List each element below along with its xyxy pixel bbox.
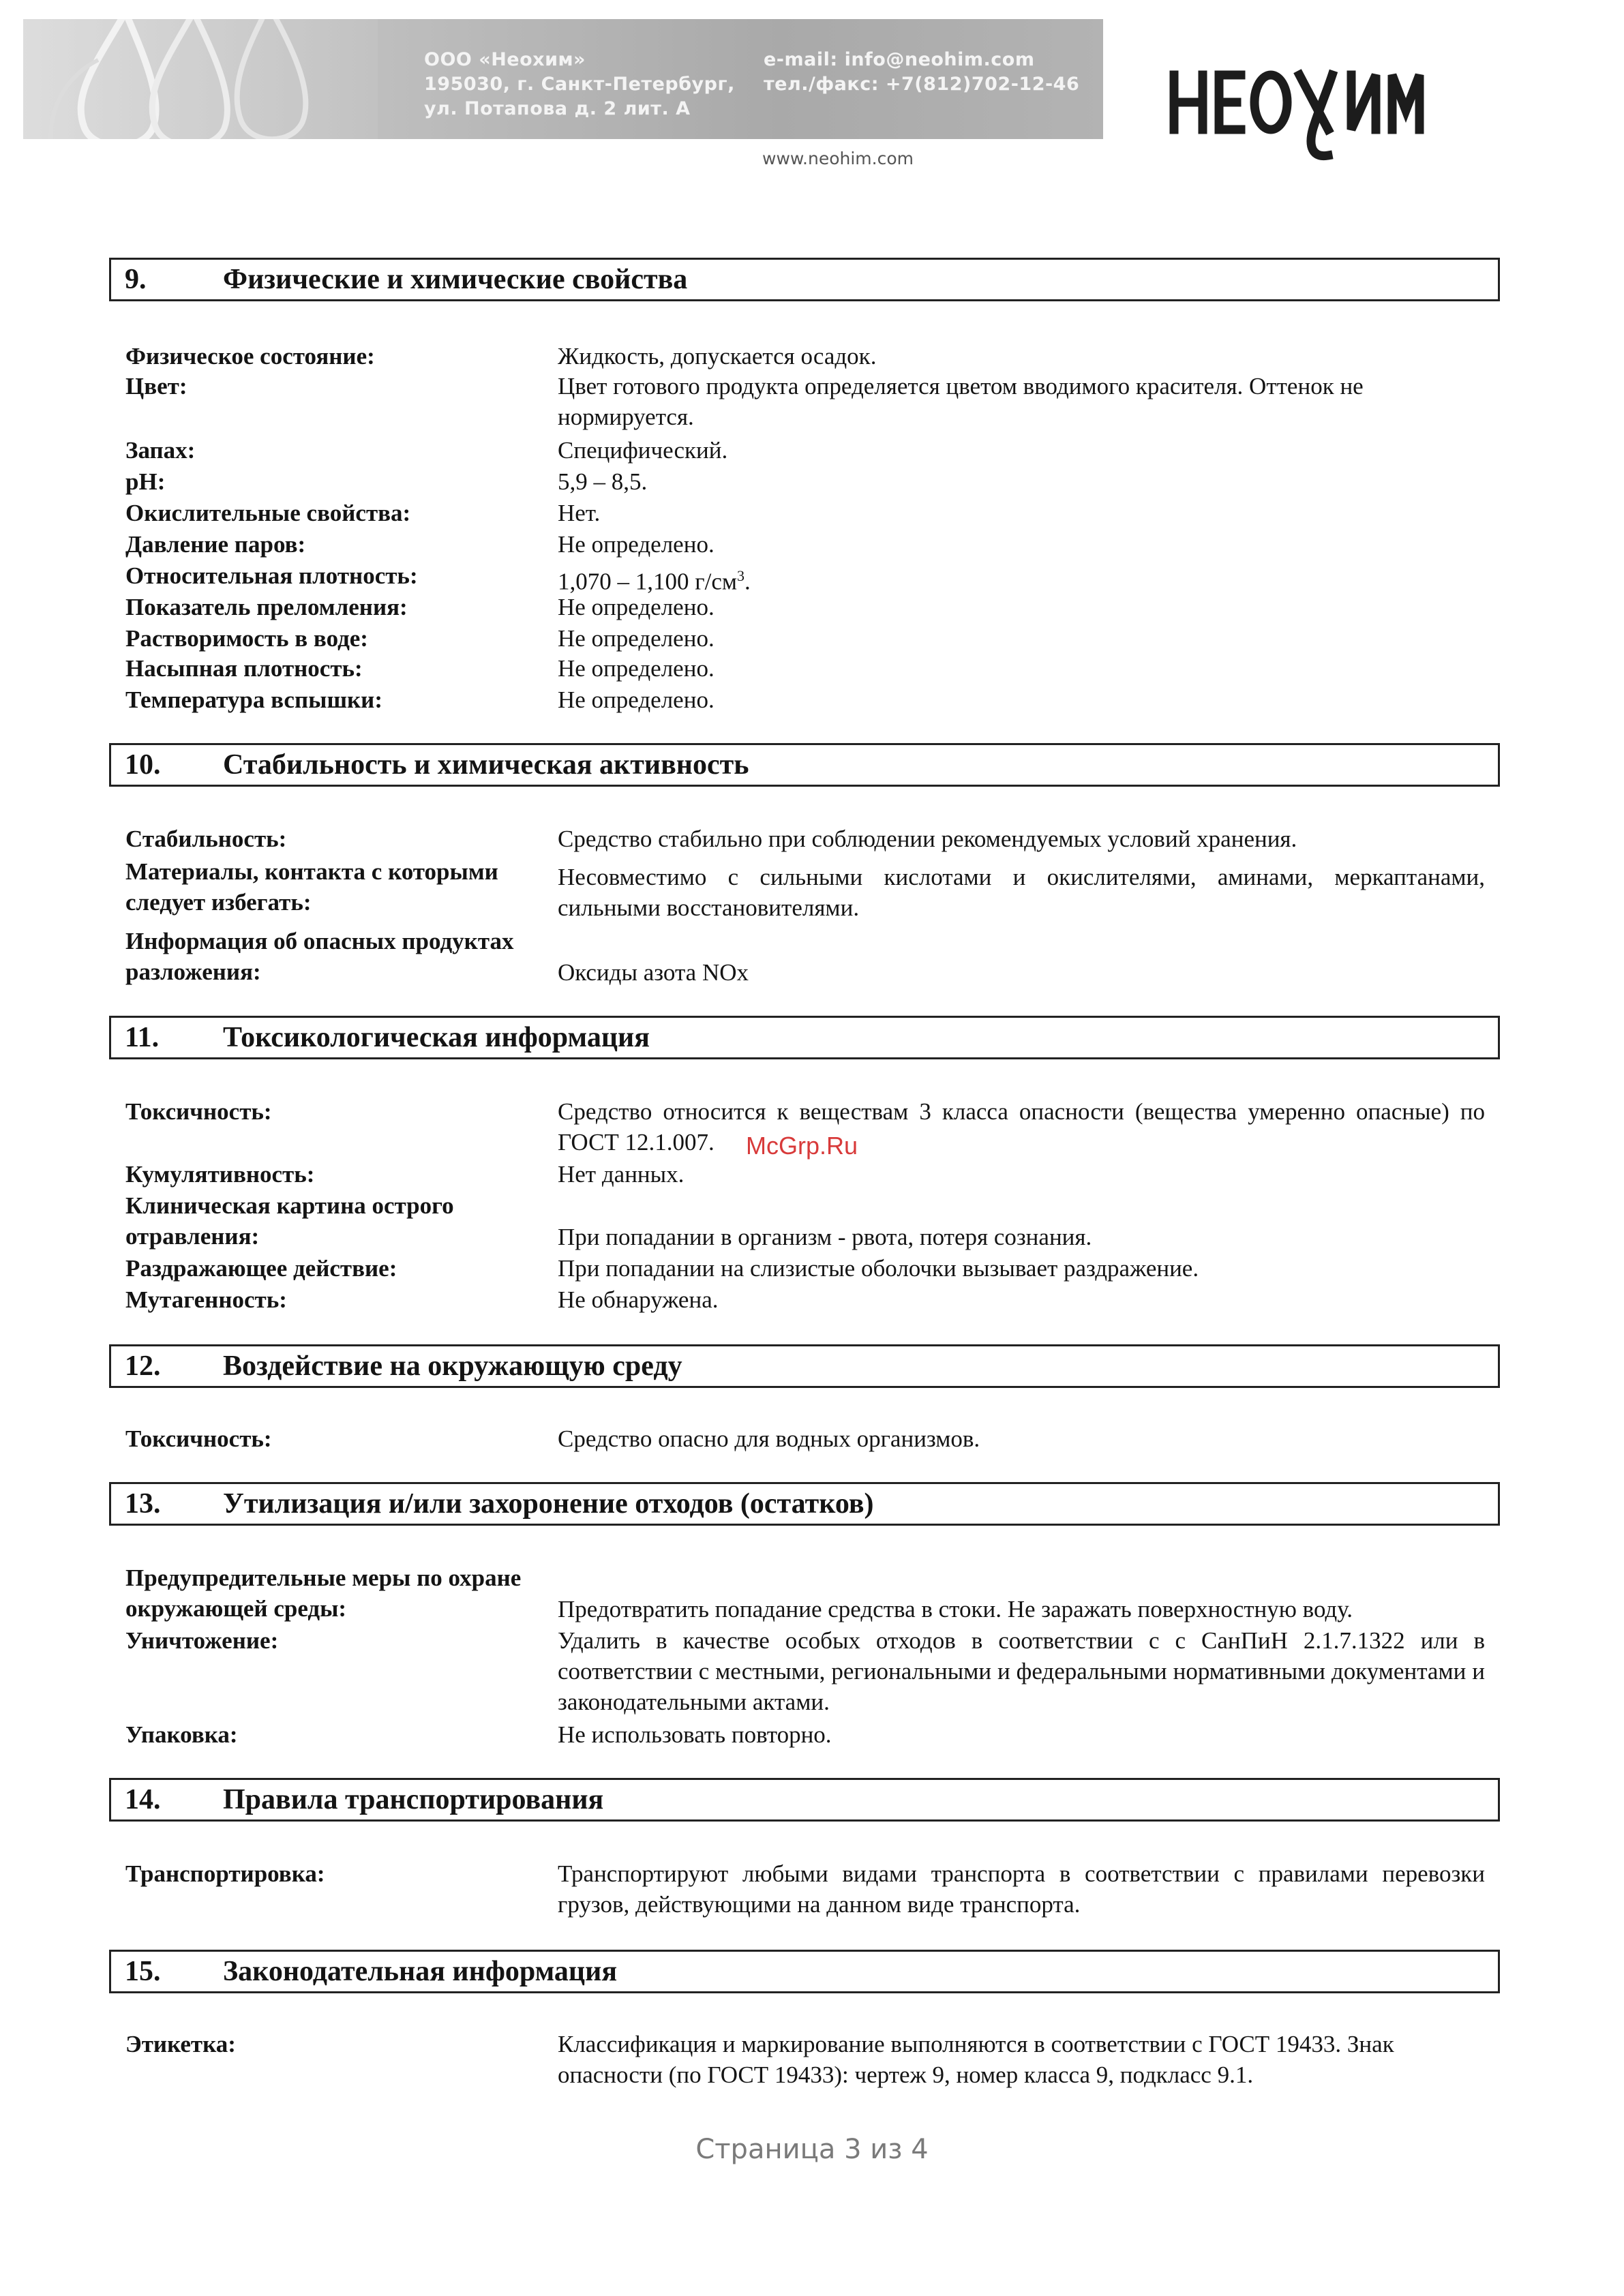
property-value: Специфический. — [558, 437, 728, 464]
property-value: Не обнаружена. — [558, 1286, 719, 1313]
property-value: Средство стабильно при соблюдении рекомендуемых условий хранения. — [558, 826, 1297, 852]
property-label: Токсичность: — [125, 1425, 272, 1452]
property-label: Транспортировка: — [125, 1860, 325, 1887]
property-label: Упаковка: — [125, 1721, 238, 1748]
property-value: Не определено. — [558, 531, 715, 558]
property-label: Клиническая картина острого отравления: — [125, 1192, 454, 1250]
company-email: e-mail: info@neohim.com — [764, 49, 1035, 70]
property-label: Физическое состояние: — [125, 343, 375, 369]
company-address — [424, 48, 735, 121]
property-value: Не определено. — [558, 686, 715, 713]
property-value: При попадании в организм - рвота, потеря сознания. — [558, 1224, 1092, 1250]
section-title: Токсикологическая информация — [223, 1022, 650, 1053]
property-value: Классификация и маркирование выполняются в соответствии с ГОСТ 19433. Знак опасности (по ГОСТ 19433): чертеж 9, номер класса 9, подкласс 9.1. — [558, 2031, 1394, 2088]
property-label: Токсичность: — [125, 1098, 272, 1125]
section-10-header — [109, 743, 1500, 787]
property-value: Удалить в качестве особых отходов в соответствии с с СанПиН 2.1.7.1322 или в соответствии с местными, региональными и федеральными нормативными документами и законодательными актами. — [558, 1627, 1485, 1715]
section-number: 13. — [125, 1488, 161, 1520]
company-name: ООО «Неохим» — [424, 49, 586, 70]
section-number: 11. — [125, 1022, 160, 1053]
property-label: Показатель преломления: — [125, 594, 408, 620]
property-value: Не определено. — [558, 655, 715, 682]
property-label: Мутагенность: — [125, 1286, 287, 1313]
property-value: Средство относится к веществам 3 класса опасности (вещества умеренно опасные) по ГОСТ 12.1.007. — [558, 1098, 1485, 1155]
property-label: Запах: — [125, 437, 196, 464]
section-11-header — [109, 1016, 1500, 1059]
property-label: Информация об опасных продуктах разложения: — [125, 928, 514, 985]
property-value: Не определено. — [558, 625, 715, 652]
property-value: Нет данных. — [558, 1161, 685, 1188]
section-12-header — [109, 1344, 1500, 1388]
property-value: Жидкость, допускается осадок. — [558, 343, 877, 369]
company-street: ул. Потапова д. 2 лит. А — [424, 98, 691, 119]
property-label: Раздражающее действие: — [125, 1255, 397, 1282]
section-title: Правила транспортирования — [223, 1784, 604, 1815]
section-title: Утилизация и/или захоронение отходов (остатков) — [223, 1488, 874, 1520]
section-title: Законодательная информация — [223, 1956, 618, 1987]
header-banner — [23, 19, 1103, 139]
property-value: Не использовать повторно. — [558, 1721, 832, 1748]
property-label: Насыпная плотность: — [125, 655, 363, 682]
company-phone: тел./факс: +7(812)702-12-46 — [764, 74, 1080, 95]
property-label: Этикетка: — [125, 2031, 236, 2057]
property-value: 5,9 – 8,5. — [558, 468, 648, 495]
property-value: Оксиды азота NOx — [558, 959, 749, 986]
page-number: Страница 3 из 4 — [695, 2134, 929, 2165]
property-label: Предупредительные меры по охране окружающей среды: — [125, 1565, 522, 1622]
section-title: Воздействие на окружающую среду — [223, 1350, 682, 1382]
property-label: Уничтожение: — [125, 1627, 279, 1654]
property-value: Цвет готового продукта определяется цветом вводимого красителя. Оттенок не нормируется. — [558, 373, 1364, 430]
property-value: Несовместимо с сильными кислотами и окислителями, аминами, меркаптанами, сильными восстановителями. — [558, 864, 1485, 921]
property-label: Давление паров: — [125, 531, 306, 558]
company-website: www.neohim.com — [762, 149, 914, 168]
property-label: Растворимость в воде: — [125, 625, 368, 652]
property-value: Транспортируют любыми видами транспорта в соответствии с правилами перевозки грузов, действующими на данном виде транспорта. — [558, 1860, 1485, 1918]
section-title: Стабильность и химическая активность — [223, 749, 749, 781]
section-14-header — [109, 1778, 1500, 1822]
property-label: Материалы, контакта с которыми следует избегать: — [125, 858, 498, 916]
property-value: Предотвратить попадание средства в стоки. Не заражать поверхностную воду. — [558, 1596, 1353, 1622]
section-number: 15. — [125, 1956, 161, 1987]
density-tail: . — [745, 568, 751, 595]
density-value: 1,070 – 1,100 г/см — [558, 568, 738, 595]
section-title: Физические и химические свойства — [223, 264, 688, 295]
property-value: Средство опасно для водных организмов. — [558, 1425, 980, 1452]
property-label: Окислительные свойства: — [125, 500, 411, 526]
section-15-header — [109, 1950, 1500, 1993]
section-number: 10. — [125, 749, 161, 781]
section-number: 9. — [125, 264, 147, 295]
neohim-logo — [1167, 63, 1440, 165]
property-label: Относительная плотность: — [125, 562, 418, 589]
section-number: 12. — [125, 1350, 161, 1382]
company-city: 195030, г. Санкт-Петербург, — [424, 74, 735, 95]
watermark: McGrp.Ru — [746, 1132, 858, 1160]
property-label: Кумулятивность: — [125, 1161, 315, 1188]
property-value: Не определено. — [558, 594, 715, 620]
section-9-header — [109, 258, 1500, 301]
property-label: pH: — [125, 468, 166, 495]
section-13-header — [109, 1482, 1500, 1526]
property-value: Нет. — [558, 500, 601, 526]
section-number: 14. — [125, 1784, 161, 1815]
property-label: Цвет: — [125, 373, 187, 399]
density-exponent: 3 — [737, 567, 745, 584]
company-contacts — [764, 48, 1079, 97]
property-label: Температура вспышки: — [125, 686, 382, 713]
property-value: При попадании на слизистые оболочки вызывает раздражение. — [558, 1255, 1199, 1282]
property-label: Стабильность: — [125, 826, 287, 852]
